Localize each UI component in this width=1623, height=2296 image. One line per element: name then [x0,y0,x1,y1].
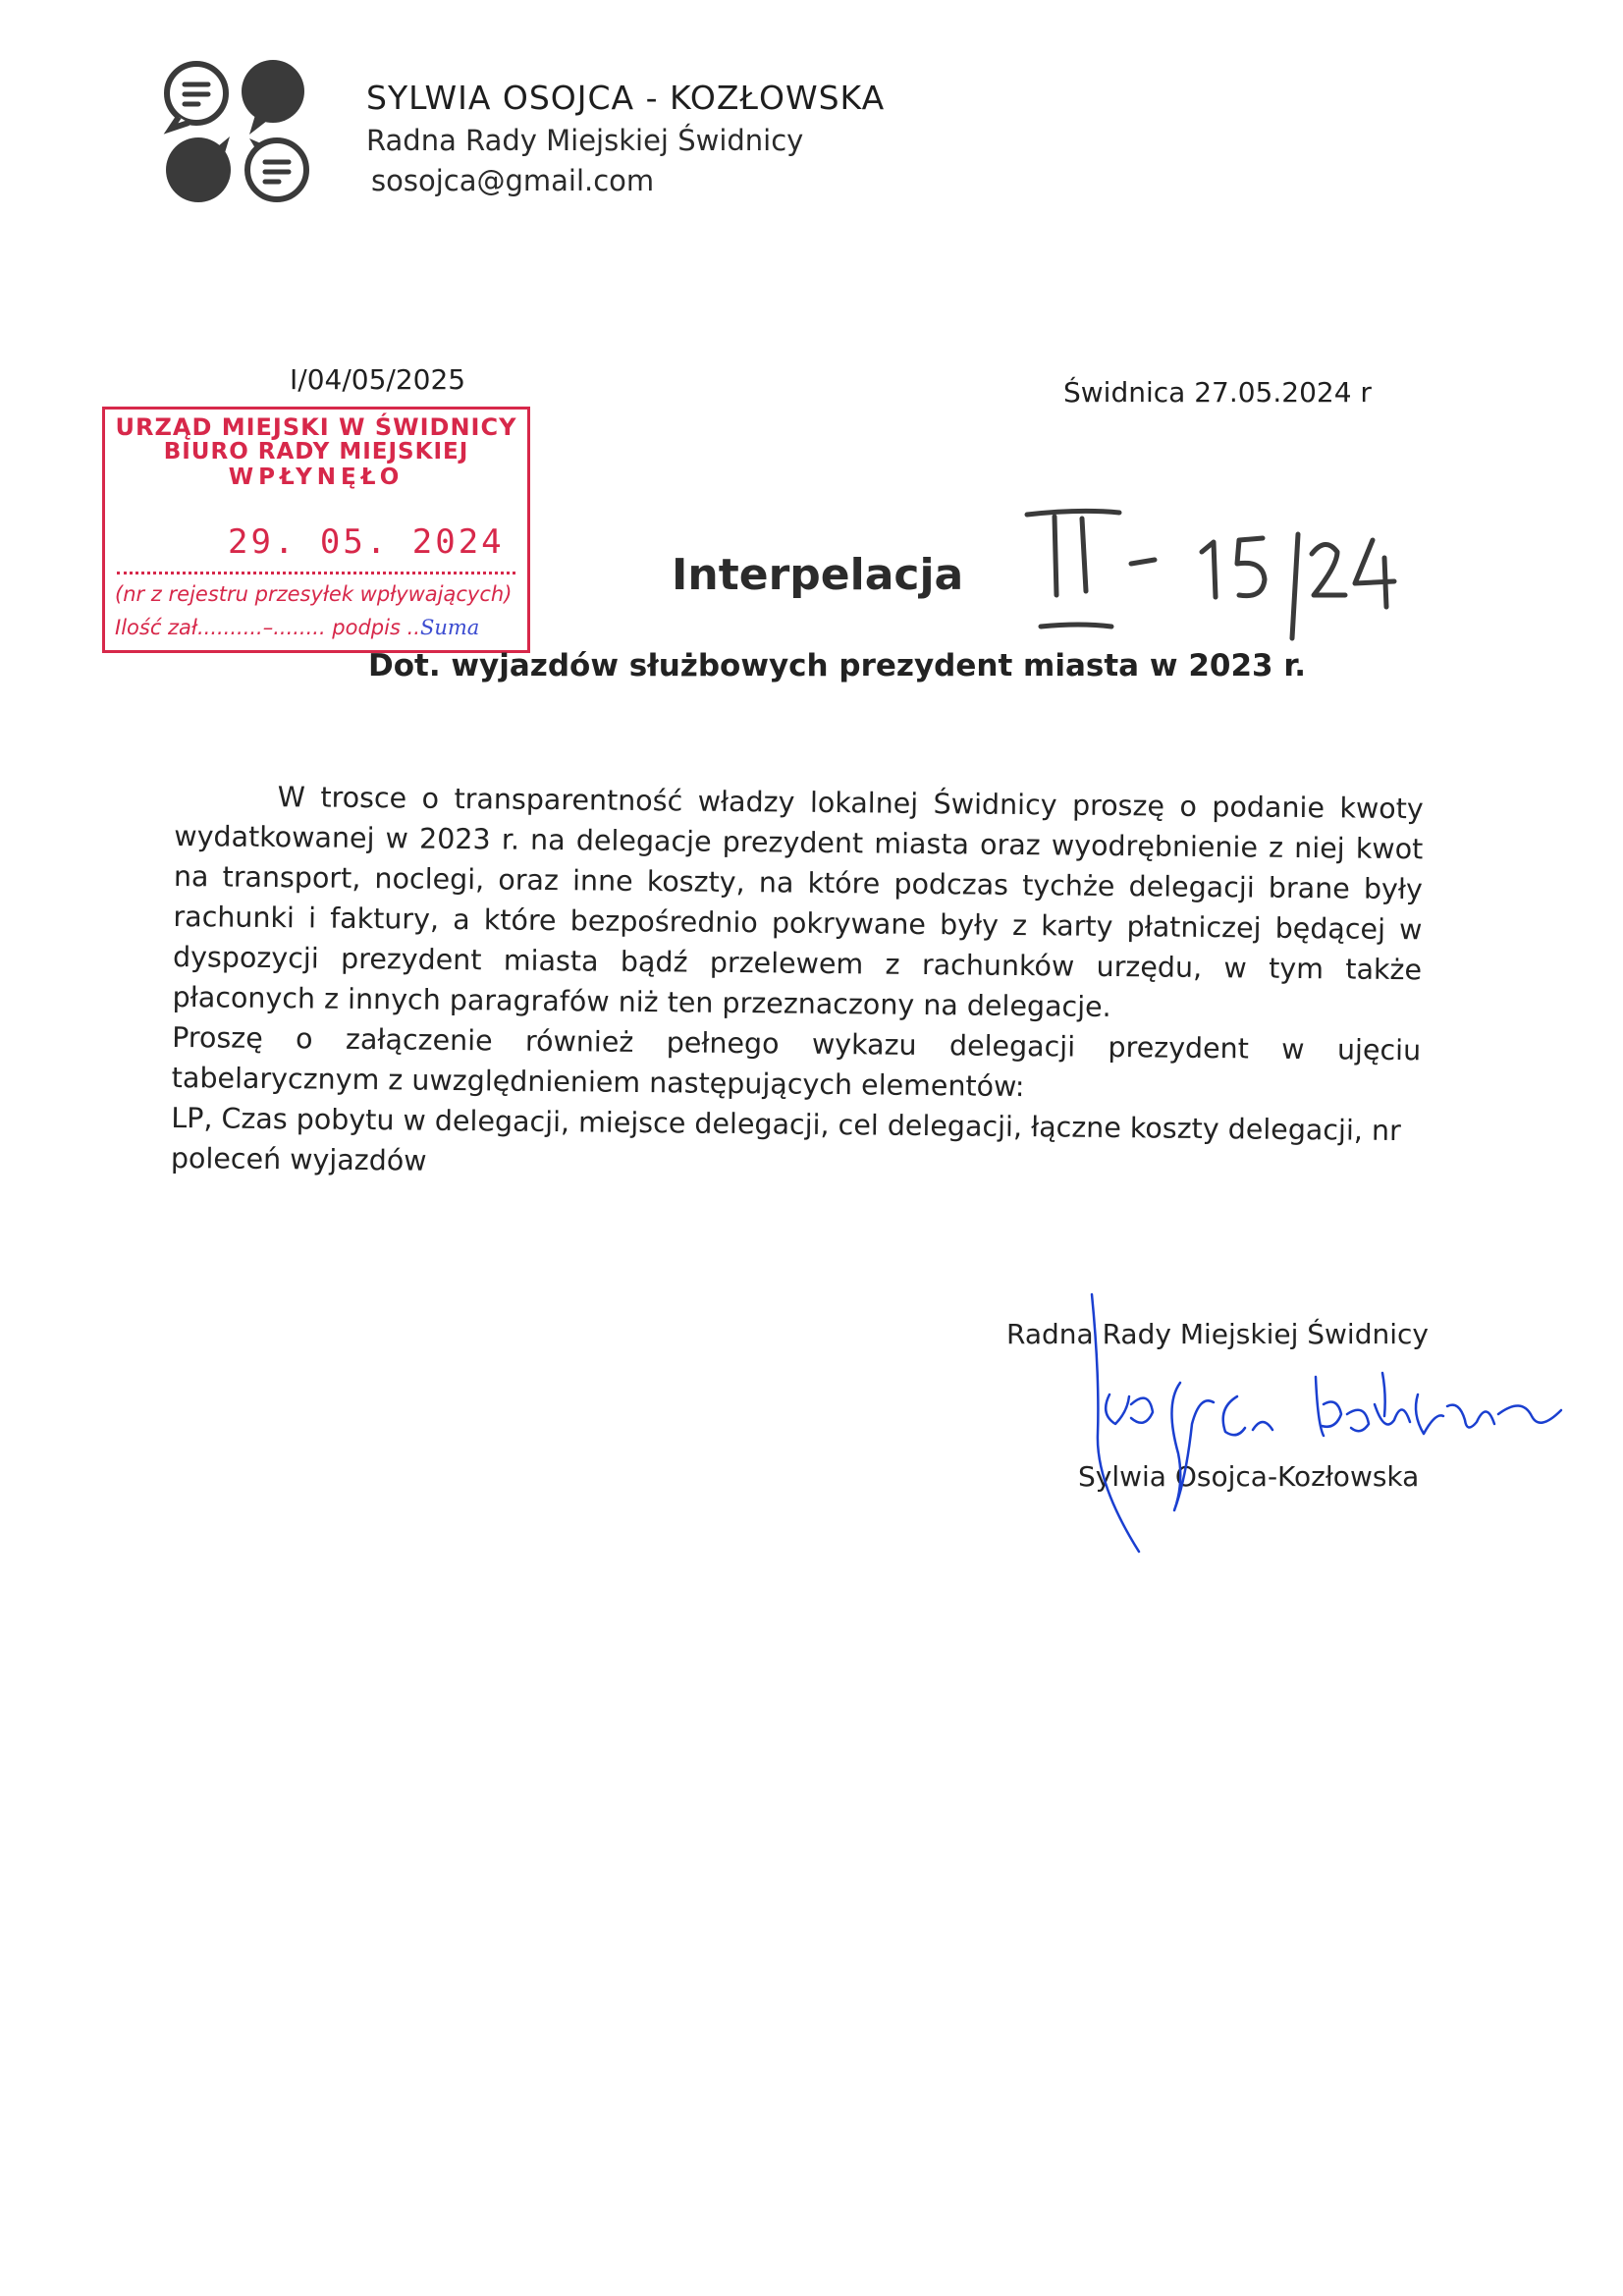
stamp-register-label: (nr z rejestru przesyłek wpływających) [115,582,513,606]
reference-number: I/04/05/2025 [290,363,466,396]
stamp-department: BIURO RADY MIEJSKIEJ [163,439,469,465]
handwritten-registry-number [1021,501,1414,648]
handwritten-signature [1070,1286,1571,1571]
signature-name: Sylwia Osojca-Kozłowska [1078,1460,1420,1493]
letter-body [171,776,1424,1191]
stamp-attachments-row: Ilość zał..........–........ podpis ..Suma [115,616,480,639]
document-title: Interpelacja [672,550,964,600]
author-role: Radna Rady Miejskiej Świdnicy [366,124,804,157]
stamp-date: 29. 05. 2024 [228,522,505,562]
letter-date: Świdnica 27.05.2024 r [1063,376,1372,409]
author-name: SYLWIA OSOJCA - KOZŁOWSKA [366,79,886,117]
stamp-dotted-line [117,572,515,574]
stamp-signature-value: Suma [419,616,480,639]
stamp-office: URZĄD MIEJSKI W ŚWIDNICY [115,413,517,441]
receipt-stamp [102,407,530,653]
signature-role: Radna Rady Miejskiej Świdnicy [1006,1318,1429,1350]
stamp-signature-label: podpis [332,616,401,639]
speech-bubbles-icon [157,54,319,206]
stamp-attachments-label: Ilość zał. [115,616,204,639]
stamp-received-label: WPŁYNĘŁO [228,465,405,490]
body-paragraph-3: LP, Czas pobytu w delegacji, miejsce delegacji, cel delegacji, łączne koszty delegacji, nr poleceń wyjazdów [170,1101,1401,1177]
stamp-attachments-value: – [262,616,274,639]
body-paragraph-1: W trosce o transparentność władzy lokalnej Świdnicy proszę o podanie kwoty wydatkowanej w 2023 r. na delegacje prezydent miasta oraz wyodrębnienie z niej kwot na transport, noclegi, oraz inne koszty, na które podczas tychże delegacji brane były rachunki i faktury, a które bezpośrednio pokrywane były z karty płatniczej będącej w dyspozycji prezydent miasta bądź przelewem z rachunków urzędu, w tym także płaconych z innych paragrafów niż ten przeznaczony na delegacje. [172,781,1424,1023]
body-paragraph-2: Proszę o załączenie również pełnego wykazu delegacji prezydent w ujęciu tabelarycznym z uwzględnieniem następujących elementów: [171,1020,1422,1104]
author-email: sosojca@gmail.com [371,164,655,197]
document-subject: Dot. wyjazdów służbowych prezydent miasta w 2023 r. [368,648,1307,683]
